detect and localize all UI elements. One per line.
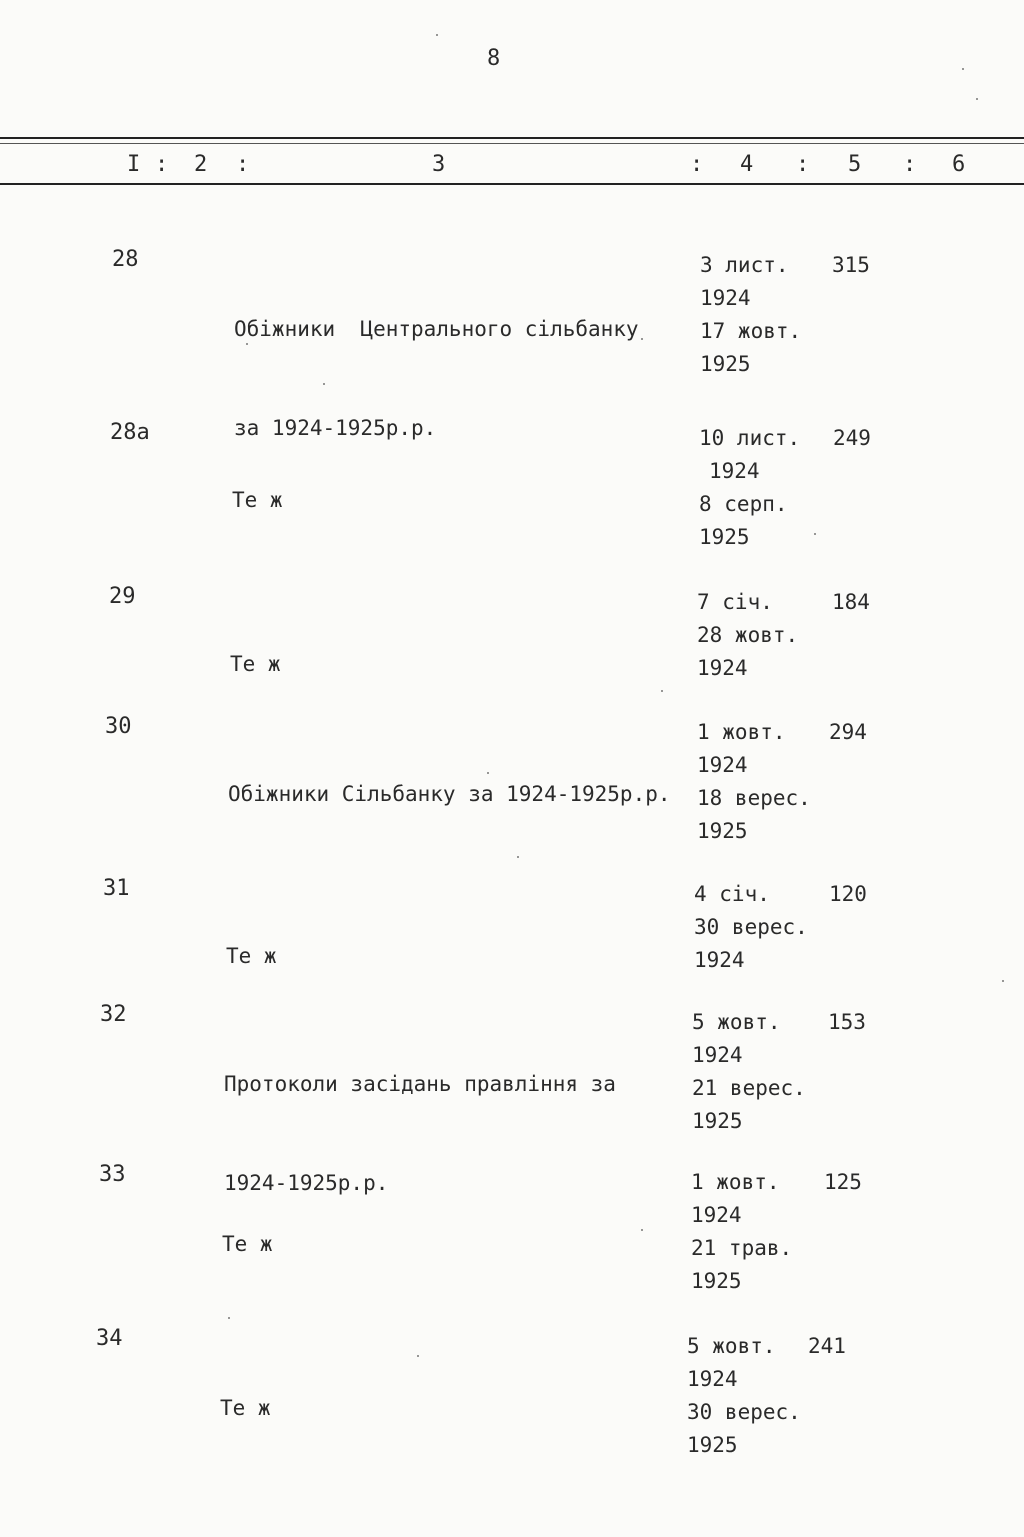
scan-speck xyxy=(246,343,248,345)
date-line: 1925 xyxy=(691,1269,742,1293)
table-row xyxy=(0,712,1024,862)
entry-dates xyxy=(694,878,808,977)
entry-title xyxy=(222,1162,273,1327)
date-line: 8 серп. xyxy=(699,492,788,516)
date-line: 1924 xyxy=(687,1367,738,1391)
sheet-count: 120 xyxy=(829,882,867,906)
entry-title-line: Те ж xyxy=(226,944,277,968)
date-line: 1924 xyxy=(694,948,745,972)
entry-title-line: 1924-1925р.р. xyxy=(224,1171,389,1195)
table-top-rule xyxy=(0,137,1024,139)
column-separator: : xyxy=(796,152,812,177)
sheet-count: 241 xyxy=(808,1334,846,1358)
scan-speck xyxy=(976,98,978,100)
date-line: 7 січ. xyxy=(697,590,773,614)
scan-speck xyxy=(814,533,816,535)
date-line: 1924 xyxy=(692,1043,743,1067)
date-line: 18 верес. xyxy=(697,786,811,810)
scan-speck xyxy=(417,1355,419,1357)
date-line: 1925 xyxy=(697,819,748,843)
date-line: 30 верес. xyxy=(694,915,808,939)
date-line: 21 верес. xyxy=(692,1076,806,1100)
scan-speck xyxy=(641,338,643,340)
table-top-rule-secondary xyxy=(0,143,1024,144)
sheet-count: 315 xyxy=(832,253,870,277)
sheet-count: 249 xyxy=(833,426,871,450)
entry-number: 29 xyxy=(109,584,136,609)
table-row xyxy=(0,582,1024,732)
entry-dates xyxy=(700,249,801,381)
scan-speck xyxy=(661,690,663,692)
column-header-1: I xyxy=(127,152,143,177)
entry-title-line: Протоколи засідань правління за xyxy=(224,1072,616,1096)
column-header-4: 4 xyxy=(740,152,756,177)
table-row xyxy=(0,1326,1024,1476)
scan-speck xyxy=(1002,980,1004,982)
scan-speck xyxy=(641,1229,643,1231)
sheet-count: 294 xyxy=(829,720,867,744)
date-line: 1 жовт. xyxy=(691,1170,780,1194)
table-header-bottom-rule xyxy=(0,183,1024,185)
entry-title xyxy=(228,712,671,877)
entry-number: 34 xyxy=(96,1326,123,1351)
sheet-count: 125 xyxy=(824,1170,862,1194)
entry-dates xyxy=(697,716,811,848)
column-header-3: 3 xyxy=(432,152,448,177)
date-line: 1925 xyxy=(687,1433,738,1457)
sheet-count: 184 xyxy=(832,590,870,614)
table-row xyxy=(0,418,1024,568)
entry-dates xyxy=(691,1166,792,1298)
entry-dates xyxy=(699,422,800,554)
entry-title-line: Те ж xyxy=(232,488,283,512)
entry-title-line: Те ж xyxy=(230,652,281,676)
entry-number: 30 xyxy=(105,714,132,739)
table-row xyxy=(0,1162,1024,1312)
date-line: 28 жовт. xyxy=(697,623,799,647)
column-header-2: 2 xyxy=(194,152,210,177)
column-separator: : xyxy=(155,152,171,177)
scan-speck xyxy=(517,856,519,858)
date-line: 1924 xyxy=(697,753,748,777)
entry-title-line: Обіжники Сільбанку за 1924-1925р.р. xyxy=(228,782,671,806)
scan-speck xyxy=(436,34,438,36)
date-line: 1924 xyxy=(709,459,760,483)
date-line: 3 лист. xyxy=(700,253,789,277)
date-line: 21 трав. xyxy=(691,1236,793,1260)
entry-dates xyxy=(692,1006,806,1138)
column-header-6: 6 xyxy=(952,152,968,177)
date-line: 1924 xyxy=(697,656,748,680)
entry-title-line: Те ж xyxy=(220,1396,271,1420)
entry-dates xyxy=(697,586,798,685)
date-line: 1925 xyxy=(692,1109,743,1133)
date-line: 1925 xyxy=(699,525,750,549)
entry-title-line: Те ж xyxy=(222,1232,273,1256)
date-line: 30 верес. xyxy=(687,1400,801,1424)
entry-title-line: Обіжники Центрального сільбанку xyxy=(234,317,639,341)
column-separator: : xyxy=(690,152,706,177)
column-separator: : xyxy=(236,152,252,177)
scan-speck xyxy=(962,68,964,70)
date-line: 1924 xyxy=(691,1203,742,1227)
scan-speck xyxy=(228,1317,230,1319)
entry-dates xyxy=(687,1330,801,1462)
date-line: 1924 xyxy=(700,286,751,310)
date-line: 5 жовт. xyxy=(692,1010,781,1034)
scan-speck xyxy=(323,383,325,385)
entry-number: 28 xyxy=(112,247,139,272)
scan-speck xyxy=(487,772,489,774)
entry-title-line: за 1924-1925р.р. xyxy=(234,416,437,440)
date-line: 17 жовт. xyxy=(700,319,802,343)
entry-number: 32 xyxy=(100,1002,127,1027)
entry-title xyxy=(220,1326,271,1491)
date-line: 4 січ. xyxy=(694,882,770,906)
page-number: 8 xyxy=(487,46,501,71)
date-line: 10 лист. xyxy=(699,426,801,450)
date-line: 1925 xyxy=(700,352,751,376)
entry-number: 28а xyxy=(110,420,150,445)
date-line: 1 жовт. xyxy=(697,720,786,744)
column-header-5: 5 xyxy=(848,152,864,177)
sheet-count: 153 xyxy=(828,1010,866,1034)
entry-number: 31 xyxy=(103,876,130,901)
entry-title xyxy=(232,418,283,583)
entry-number: 33 xyxy=(99,1162,126,1187)
date-line: 5 жовт. xyxy=(687,1334,776,1358)
column-separator: : xyxy=(903,152,919,177)
